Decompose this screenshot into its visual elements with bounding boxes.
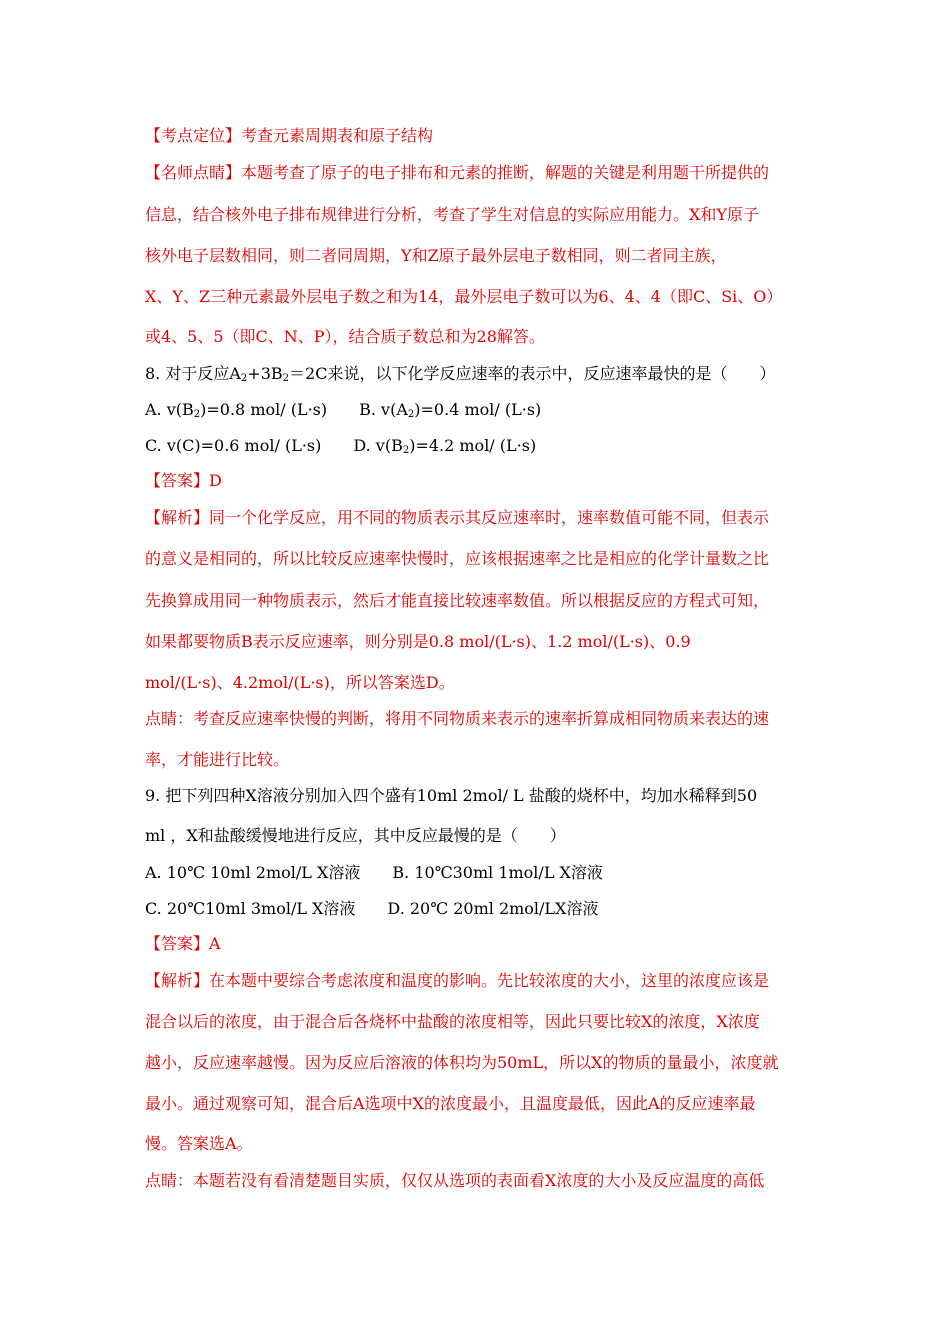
note-line: 率，才能进行比较。 bbox=[145, 750, 290, 769]
analysis-line: mol/(L·s)、4.2mol/(L·s)，所以答案选D。 bbox=[145, 673, 455, 692]
analysis-line: 最小。通过观察可知，混合后A选项中X的浓度最小，且温度最低，因此A的反应速率最 bbox=[145, 1094, 756, 1113]
question-8-stem: 8. 对于反应$A_2+3B_2=2C$来说，以下化学反应速率的表示中，反应速率最快的是（ ） bbox=[145, 364, 776, 384]
question-9-options-ab: A. 10℃ 10ml 2mol/L X溶液 B. 10℃30ml 1mol/L X溶液 bbox=[145, 863, 603, 882]
analysis-line: 【解析】在本题中要综合考虑浓度和温度的影响。先比较浓度的大小，这里的浓度应该是 bbox=[145, 971, 770, 990]
analysis-line: 的意义是相同的，所以比较反应速率快慢时，应该根据速率之比是相应的化学计量数之比 bbox=[145, 549, 770, 568]
note-line: 点睛：考查反应速率快慢的判断，将用不同物质来表示的速率折算成相同物质来表达的速 bbox=[145, 709, 770, 728]
teacher-comment-line: 或4、5、5（即C、N、P），结合质子数总和为28解答。 bbox=[145, 327, 545, 346]
answer-line: 【答案】D bbox=[145, 471, 222, 490]
analysis-line: 先换算成用同一种物质表示，然后才能直接比较速率数值。所以根据反应的方程式可知， bbox=[145, 591, 770, 610]
teacher-comment-line: 信息，结合核外电子排布规律进行分析，考查了学生对信息的实际应用能力。X和Y原子 bbox=[145, 205, 759, 224]
question-9-stem: 9. 把下列四种X溶液分别加入四个盛有10ml 2mol/ L 盐酸的烧杯中，均加水稀释到50 bbox=[145, 786, 758, 805]
analysis-line: 越小，反应速率越慢。因为反应后溶液的体积均为50mL，所以X的物质的量最小，浓度就 bbox=[145, 1053, 779, 1072]
analysis-line: 【解析】同一个化学反应，用不同的物质表示其反应速率时，速率数值可能不同，但表示 bbox=[145, 508, 770, 527]
note-line: 点睛：本题若没有看清楚题目实质，仅仅从选项的表面看X浓度的大小及反应温度的高低 bbox=[145, 1171, 765, 1190]
exam-point-line: 【考点定位】考查元素周期表和原子结构 bbox=[145, 126, 434, 145]
analysis-line: 如果都要物质B表示反应速率，则分别是0.8 mol/(L·s)、1.2 mol/(L·s)、0.9 bbox=[145, 632, 691, 651]
teacher-comment-line: 【名师点睛】本题考查了原子的电子排布和元素的推断，解题的关键是利用题干所提供的 bbox=[145, 163, 770, 182]
analysis-line: 慢。答案选A。 bbox=[145, 1134, 253, 1153]
question-8-options-cd: C. v(C)=0.6 mol/ (L·s) D. $v(B_2)=4.2$ mol/ (L·s) bbox=[145, 436, 537, 456]
question-8-options-ab: A. $v(B_2)=0.8$ mol/ (L·s) B. $v(A_2)=0.4$ mol/ (L·s) bbox=[145, 400, 542, 420]
teacher-comment-line: 核外电子层数相同，则二者同周期，Y和Z原子最外层电子数相同，则二者同主族， bbox=[145, 246, 727, 265]
analysis-line: 混合以后的浓度，由于混合后各烧杯中盐酸的浓度相等，因此只要比较X的浓度，X浓度 bbox=[145, 1012, 760, 1031]
question-9-options-cd: C. 20℃10ml 3mol/L X溶液 D. 20℃ 20ml 2mol/LX溶液 bbox=[145, 899, 599, 918]
question-9-stem: ml ，X和盐酸缓慢地进行反应，其中反应最慢的是（ ） bbox=[145, 826, 566, 845]
answer-line: 【答案】A bbox=[145, 934, 221, 953]
teacher-comment-line: X、Y、Z三种元素最外层电子数之和为14，最外层电子数可以为6、4、4（即C、Si、O） bbox=[145, 287, 783, 306]
